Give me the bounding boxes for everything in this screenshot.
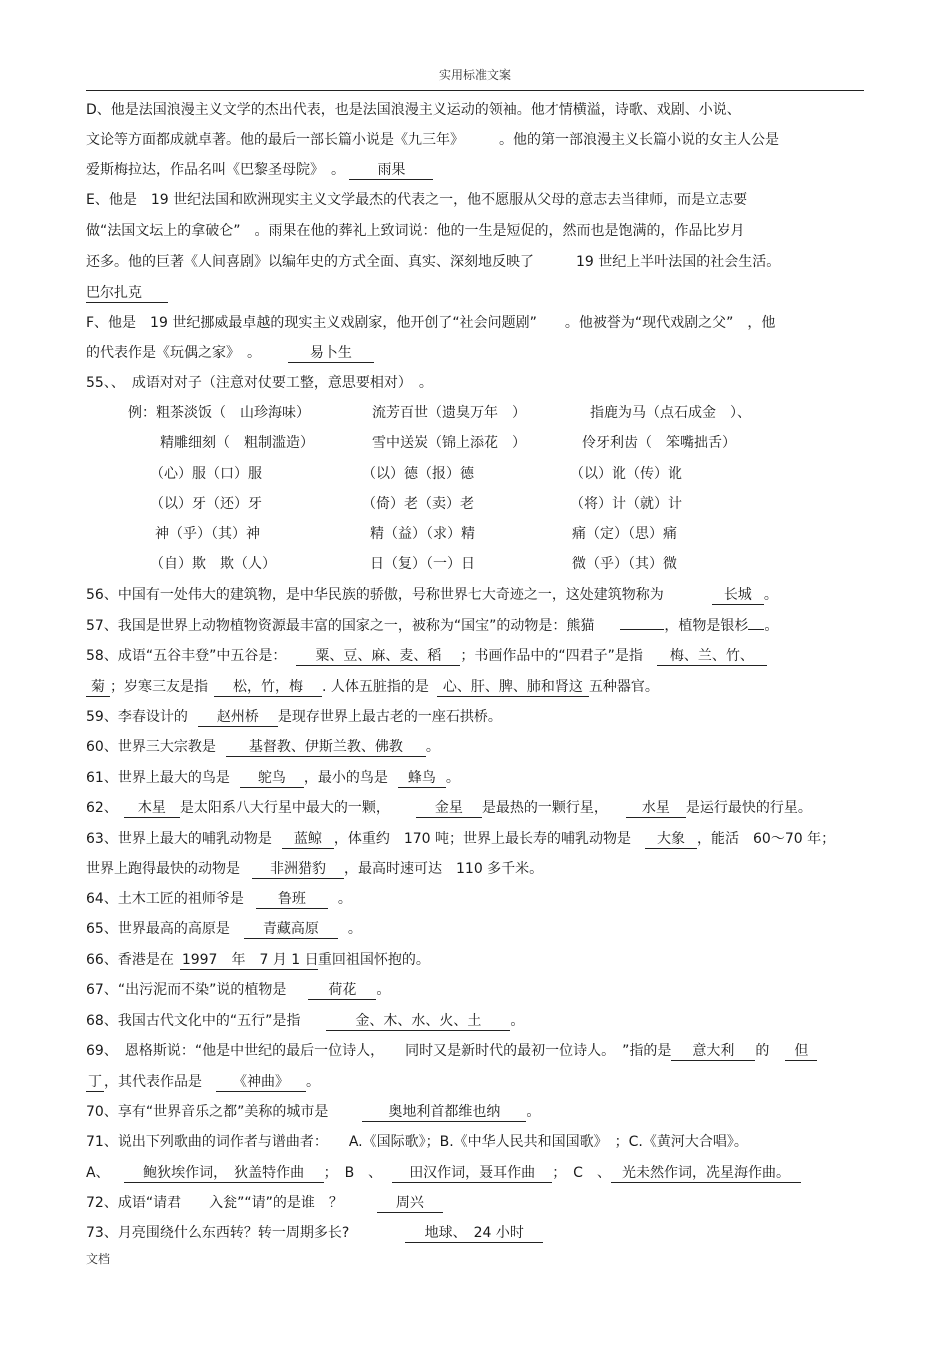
q63-text-4: 世界上跑得最快的动物是 — [86, 861, 240, 877]
q63-text-3: ，能活 60～70 年； — [697, 831, 836, 847]
q58-answer-gentlemen-end: 菊 — [86, 678, 110, 697]
q55-idiom: （以）讹（传）讹 — [570, 466, 682, 482]
q63-answer-largest: 蓝鲸 — [282, 830, 334, 849]
q56 — [86, 585, 876, 605]
q58-text-2: ；书画作品中的“四君子”是指 — [460, 648, 643, 664]
item-e-answer: 巴尔扎克 — [86, 284, 168, 303]
q68 — [86, 1011, 876, 1031]
item-d-line2: 文论等方面都成就卓著。他的最后一部长篇小说是《九三年》 。他的第一部浪漫主义长篇小说的女主人公是 — [86, 132, 779, 148]
q71-line1: 71、说出下列歌曲的词作者与谱曲者： A.《国际歌》；B.《中华人民共和国国歌》 ；C.《黄河大合唱》。 — [86, 1134, 748, 1150]
q60-answer: 基督教、伊斯兰教、佛教 — [226, 738, 426, 757]
q58-line2 — [86, 677, 876, 697]
q71-line2 — [86, 1163, 876, 1183]
q57 — [86, 616, 876, 636]
q58-text-4: . 人体五脏指的是 — [322, 679, 429, 695]
q62-text: 是太阳系八大行星中最大的一颗， — [179, 800, 390, 816]
q65-end: 。 — [347, 921, 362, 937]
q64-answer: 鲁班 — [256, 890, 328, 909]
q58-end: 五种器官。 — [588, 679, 659, 695]
q66-answer: 1997 年 7 月 1 日 — [181, 952, 319, 968]
item-d-answer: 雨果 — [349, 161, 433, 180]
q66-text: 66、香港是在 — [86, 952, 174, 968]
q55-example: 精雕细刻（ 粗制滥造） — [160, 435, 314, 451]
q62-answer-largest: 木星 — [124, 799, 180, 818]
q66 — [86, 950, 876, 970]
q62-end: 是运行最快的行星。 — [685, 800, 812, 816]
q71-answer-a: 鲍狄埃作词， 狄盖特作曲 — [124, 1164, 324, 1183]
q72-answer: 周兴 — [377, 1194, 443, 1213]
q71-label-a: A、 — [86, 1165, 110, 1181]
q70-answer: 奥地利首都维也纳 — [362, 1103, 526, 1122]
q64-end: 。 — [337, 891, 352, 907]
q72 — [86, 1193, 876, 1213]
q55-idiom: （倚）老（卖）老 — [362, 496, 474, 512]
q63-text: 63、世界上最大的哺乳动物是 — [86, 831, 272, 847]
item-f-line2 — [86, 343, 876, 363]
q55-idiom: 神（乎）（其）神 — [155, 526, 260, 542]
q69-text: 69、 恩格斯说：“他是中世纪的最后一位诗人， 同时又是新时代的最初一位诗人。 ”指的是 — [86, 1043, 672, 1059]
q58-text-3: ；岁寒三友是指 — [110, 679, 208, 695]
q55-idiom: （心）服（口）服 — [150, 466, 262, 482]
q68-text: 68、我国古代文化中的“五行”是指 — [86, 1013, 301, 1029]
q56-answer: 长城 — [712, 586, 764, 605]
q55-example: 例：粗茶淡饭（ 山珍海味） — [128, 405, 310, 421]
q73 — [86, 1223, 876, 1243]
q59-text: 59、李春设计的 — [86, 709, 188, 725]
q55-idiom: 痛（定）（思）痛 — [572, 526, 677, 542]
q56-end: 。 — [763, 587, 778, 603]
q70 — [86, 1102, 876, 1122]
q55-example: 伶牙利齿（ 笨嘴拙舌） — [582, 435, 736, 451]
q68-answer: 金、木、水、火、土 — [326, 1012, 510, 1031]
q63-answer-longest-lived: 大象 — [645, 830, 697, 849]
q55-idiom: （将）计（就）计 — [570, 496, 682, 512]
q67-text: 67、“出污泥而不染”说的植物是 — [86, 982, 287, 998]
q65 — [86, 919, 876, 939]
item-f-text: 的代表作是《玩偶之家》 。 — [86, 345, 261, 361]
q70-end: 。 — [526, 1104, 541, 1120]
item-f-answer: 易卜生 — [288, 344, 374, 363]
q57-end: 。 — [764, 618, 779, 634]
q71-answer-b: 田汉作词，聂耳作曲 — [392, 1164, 552, 1183]
q66-end: 重回祖国怀抱的。 — [317, 952, 430, 968]
q57-blank — [620, 629, 664, 630]
q63-text-2: ，体重约 170 吨；世界上最长寿的哺乳动物是 — [333, 831, 631, 847]
q64-text: 64、土木工匠的祖师爷是 — [86, 891, 244, 907]
q67-end: 。 — [376, 982, 391, 998]
q65-answer: 青藏高原 — [244, 920, 338, 939]
q61-answer-smallest: 蜂鸟 — [398, 769, 446, 788]
q61-answer-largest: 鸵鸟 — [240, 769, 304, 788]
q69-answer-poet-end: 丁 — [88, 1074, 102, 1090]
q64 — [86, 889, 876, 909]
q55-example: 雪中送炭（锦上添花 ） — [372, 435, 526, 451]
q69-text-2: 的 — [755, 1043, 770, 1059]
q57-text-2: ，植物是银杉 — [664, 618, 749, 634]
q62 — [86, 798, 876, 818]
q62-answer-hottest: 金星 — [416, 799, 482, 818]
item-d-line3 — [86, 160, 876, 180]
q58-answer-three-friends: 松，竹，梅 — [214, 678, 322, 697]
q73-answer: 地球、 24 小时 — [405, 1224, 543, 1243]
item-e-line4 — [86, 283, 876, 303]
item-e-line3: 还多。他的巨著《人间喜剧》以编年史的方式全面、真实、深刻地反映了 19 世纪上半叶法国的社会生活。 — [86, 254, 781, 270]
q63-line2 — [86, 859, 876, 879]
q58-answer-grains: 粟、豆、麻、麦、稻 — [296, 647, 460, 666]
q58-line1 — [86, 646, 876, 666]
q56-text: 56、中国有一处伟大的建筑物，是中华民族的骄傲，号称世界七大奇迹之一，这处建筑物称为 — [86, 587, 664, 603]
q63-answer-fastest: 非洲猎豹 — [252, 860, 344, 879]
q55-idiom: 日（复）（一）日 — [370, 556, 475, 572]
q55-title: 55、、 成语对对子（注意对仗要工整，意思要相对） 。 — [86, 375, 433, 391]
q57-blank-2 — [748, 629, 764, 630]
q57-text: 57、我国是世界上动物植物资源最丰富的国家之一，被称为“国宝”的动物是：熊猫 — [86, 618, 595, 634]
q58-text: 58、成语“五谷丰登”中五谷是： — [86, 648, 287, 664]
q61-text: 61、世界上最大的鸟是 — [86, 770, 230, 786]
q69-line1 — [86, 1041, 876, 1061]
q62-number: 62、 — [86, 800, 118, 816]
q58-answer-organs: 心、肝、脾、肺和肾这 — [437, 678, 589, 697]
q72-text: 72、成语“请君 入瓮”“请”的是谁 ？ — [86, 1195, 343, 1211]
item-e-line2: 做“法国文坛上的拿破仑” 。雨果在他的葬礼上致词说：他的一生是短促的，然而也是饱满的，作品比岁月 — [86, 223, 745, 239]
q68-end: 。 — [510, 1013, 525, 1029]
item-d-line1: D、他是法国浪漫主义文学的杰出代表，也是法国浪漫主义运动的领袖。他才情横溢，诗歌、戏剧、小说、 — [86, 102, 741, 118]
q55-idiom: 微（乎）（其）微 — [572, 556, 677, 572]
q55-example: 流芳百世（遗臭万年 ） — [372, 405, 526, 421]
q70-text: 70、享有“世界音乐之都”美称的城市是 — [86, 1104, 329, 1120]
q55-idiom: （以）德（报）德 — [362, 466, 474, 482]
q55-idiom: （自）欺 欺（人） — [150, 556, 276, 572]
item-e-line1: E、他是 19 世纪法国和欧洲现实主义文学最杰的代表之一，他不愿服从父母的意志去当律师，而是立志要 — [86, 192, 748, 208]
q59-answer: 赵州桥 — [198, 708, 278, 727]
item-d-text: 爱斯梅拉达，作品名叫《巴黎圣母院》 。 — [86, 162, 345, 178]
q69-text-3: ，其代表作品是 — [104, 1074, 202, 1090]
q71-label-c: ； C 、 — [552, 1165, 611, 1181]
q69-answer-work: 《神曲》 — [216, 1073, 306, 1092]
q63-end: ，最高时速可达 110 多千米。 — [344, 861, 544, 877]
q60-end: 。 — [425, 739, 440, 755]
q73-text: 73、月亮围绕什么东西转？转一周期多长? — [86, 1225, 350, 1241]
q62-text-2: 是最热的一颗行星， — [481, 800, 608, 816]
q60-text: 60、世界三大宗教是 — [86, 739, 216, 755]
q62-answer-fastest: 水星 — [626, 799, 686, 818]
header-rule — [86, 90, 864, 91]
q58-answer-gentlemen: 梅、兰、竹、 — [657, 647, 767, 666]
q63-line1 — [86, 829, 876, 849]
q69-answer-poet: 但 — [785, 1042, 817, 1061]
item-f-line1: F、他是 19 世纪挪威最卓越的现实主义戏剧家，他开创了“社会问题剧” 。他被誉为“现代戏剧之父” ，他 — [86, 315, 776, 331]
q65-text: 65、世界最高的高原是 — [86, 921, 230, 937]
q67 — [86, 980, 876, 1000]
page-header: 实用标准文案 — [438, 68, 511, 82]
q61 — [86, 768, 876, 788]
q59-end: 是现存世界上最古老的一座石拱桥。 — [277, 709, 502, 725]
q69-end: 。 — [306, 1074, 320, 1090]
q69-line2 — [86, 1072, 876, 1092]
q55-example: 指鹿为马（点石成金 ）、 — [590, 405, 751, 421]
q61-end: 。 — [445, 770, 460, 786]
q61-text-2: ，最小的鸟是 — [303, 770, 388, 786]
q59 — [86, 707, 876, 727]
q71-answer-c: 光未然作词，冼星海作曲。 — [611, 1164, 801, 1183]
q55-idiom: 精（益）（求）精 — [370, 526, 475, 542]
q60 — [86, 737, 876, 757]
q71-label-b: ； B 、 — [323, 1165, 383, 1181]
page-footer: 文档 — [86, 1252, 111, 1266]
q69-answer-country: 意大利 — [671, 1042, 755, 1061]
q67-answer: 荷花 — [308, 981, 376, 1000]
q55-idiom: （以）牙（还）牙 — [150, 496, 262, 512]
